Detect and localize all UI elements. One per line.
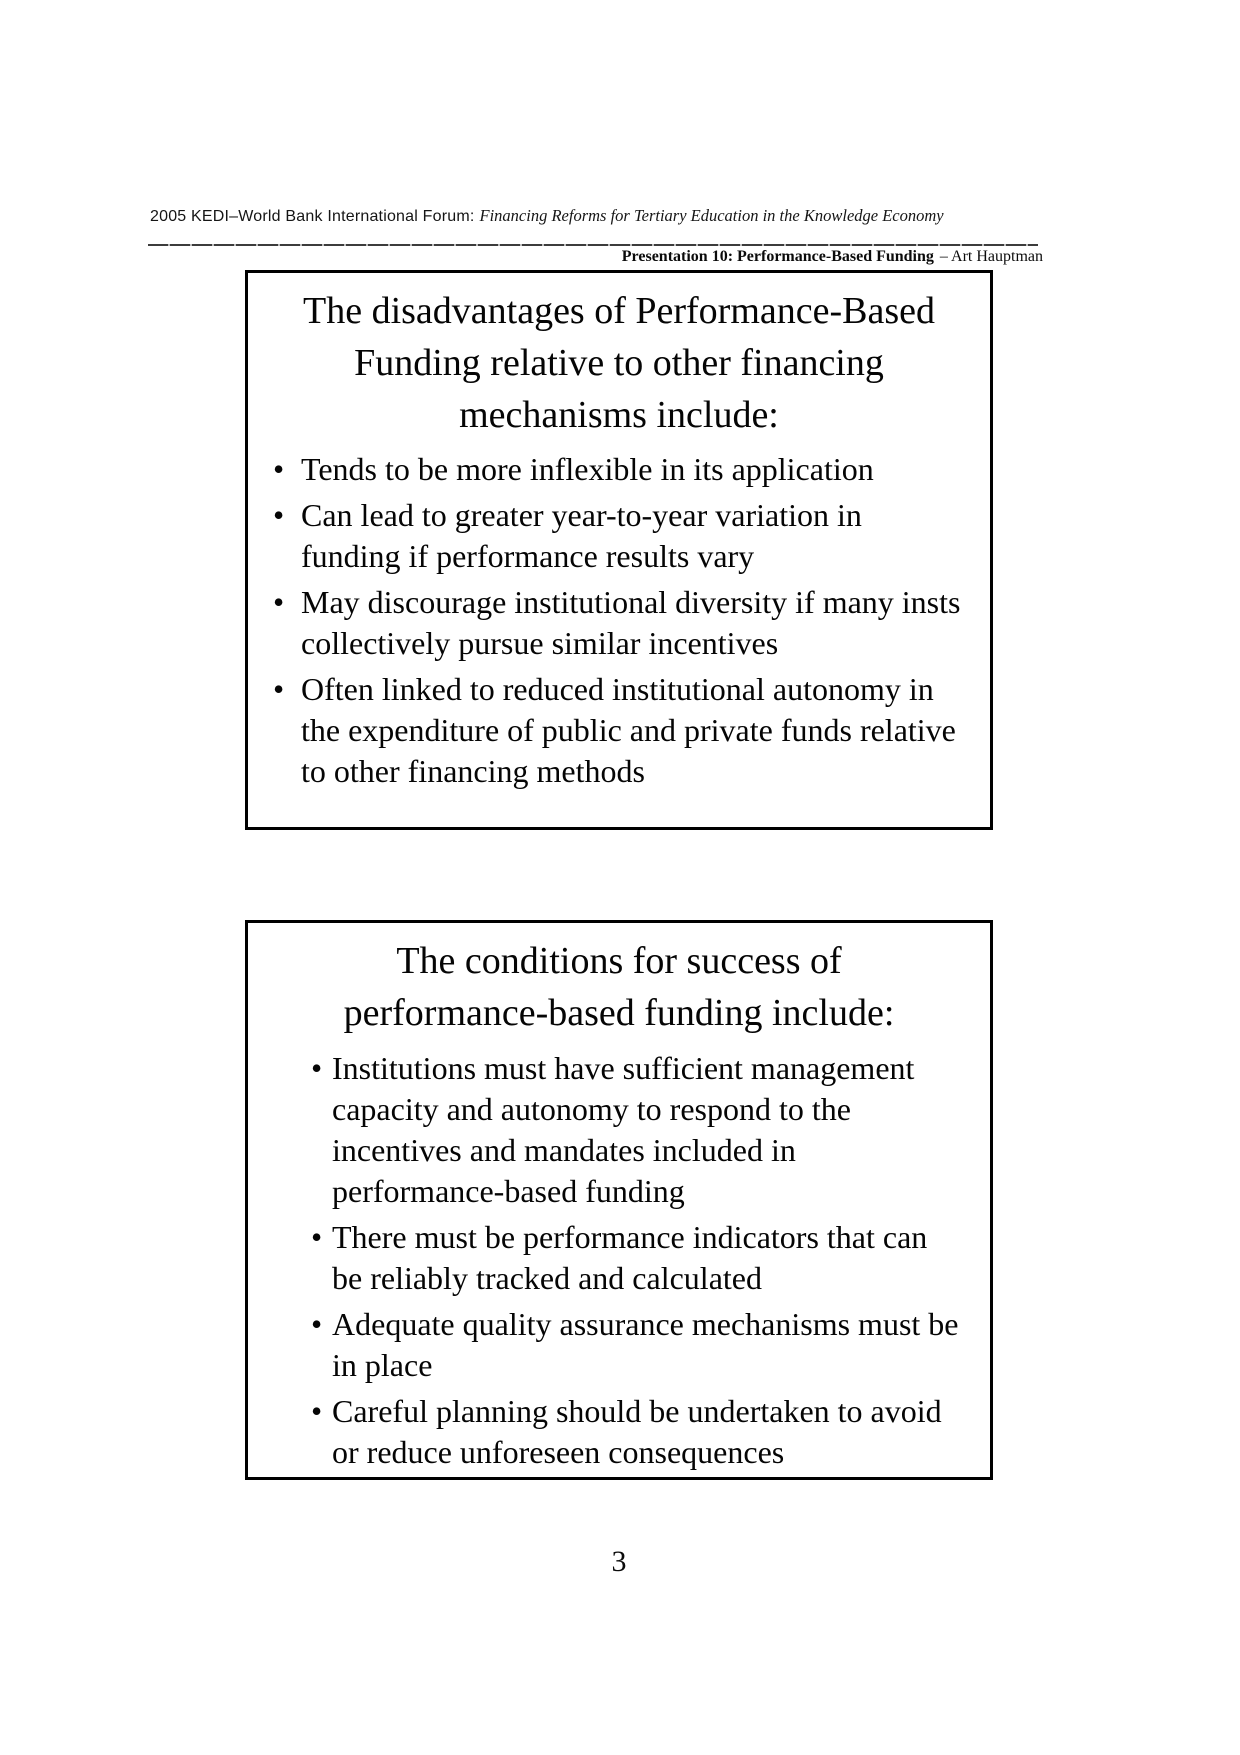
bullet-item: • Adequate quality assurance mechanisms must be in place (248, 1304, 990, 1386)
bullet-item: • Institutions must have sufficient management capacity and autonomy to respond to the incentives and mandates included in performance-based funding (248, 1048, 990, 1212)
bullet-item: • Often linked to reduced institutional autonomy in the expenditure of public and private funds relative to other financing methods (248, 669, 990, 792)
bullet-item: • There must be performance indicators that can be reliably tracked and calculated (248, 1217, 990, 1299)
presentation-header (622, 248, 1043, 266)
forum-title: 2005 KEDI–World Bank International Forum: (150, 208, 475, 225)
presentation-author: – Art Hauptman (939, 248, 1043, 265)
slide-2-title: The conditions for success of performance-based funding include: (343, 940, 895, 1034)
header-divider (148, 244, 1038, 246)
slide-1 (245, 270, 993, 830)
forum-topic: Financing Reforms for Tertiary Education in the Knowledge Economy (479, 206, 944, 225)
slide-1-bullet-list (248, 449, 990, 792)
slide-2 (245, 920, 993, 1480)
slide-2-bullet-list (248, 1048, 990, 1473)
bullet-item: • Can lead to greater year-to-year variation in funding if performance results vary (248, 495, 990, 577)
bullet-item: • May discourage institutional diversity if many insts collectively pursue similar incentives (248, 582, 990, 664)
document-header (150, 206, 944, 226)
bullet-item: • Tends to be more inflexible in its application (248, 449, 990, 490)
presentation-title: Presentation 10: Performance-Based Funding (621, 248, 934, 265)
slide-1-title: The disadvantages of Performance-Based Funding relative to other financing mechanisms include: (302, 290, 936, 436)
page-number: 3 (611, 1545, 627, 1578)
bullet-item: • Careful planning should be undertaken to avoid or reduce unforeseen consequences (248, 1391, 990, 1473)
